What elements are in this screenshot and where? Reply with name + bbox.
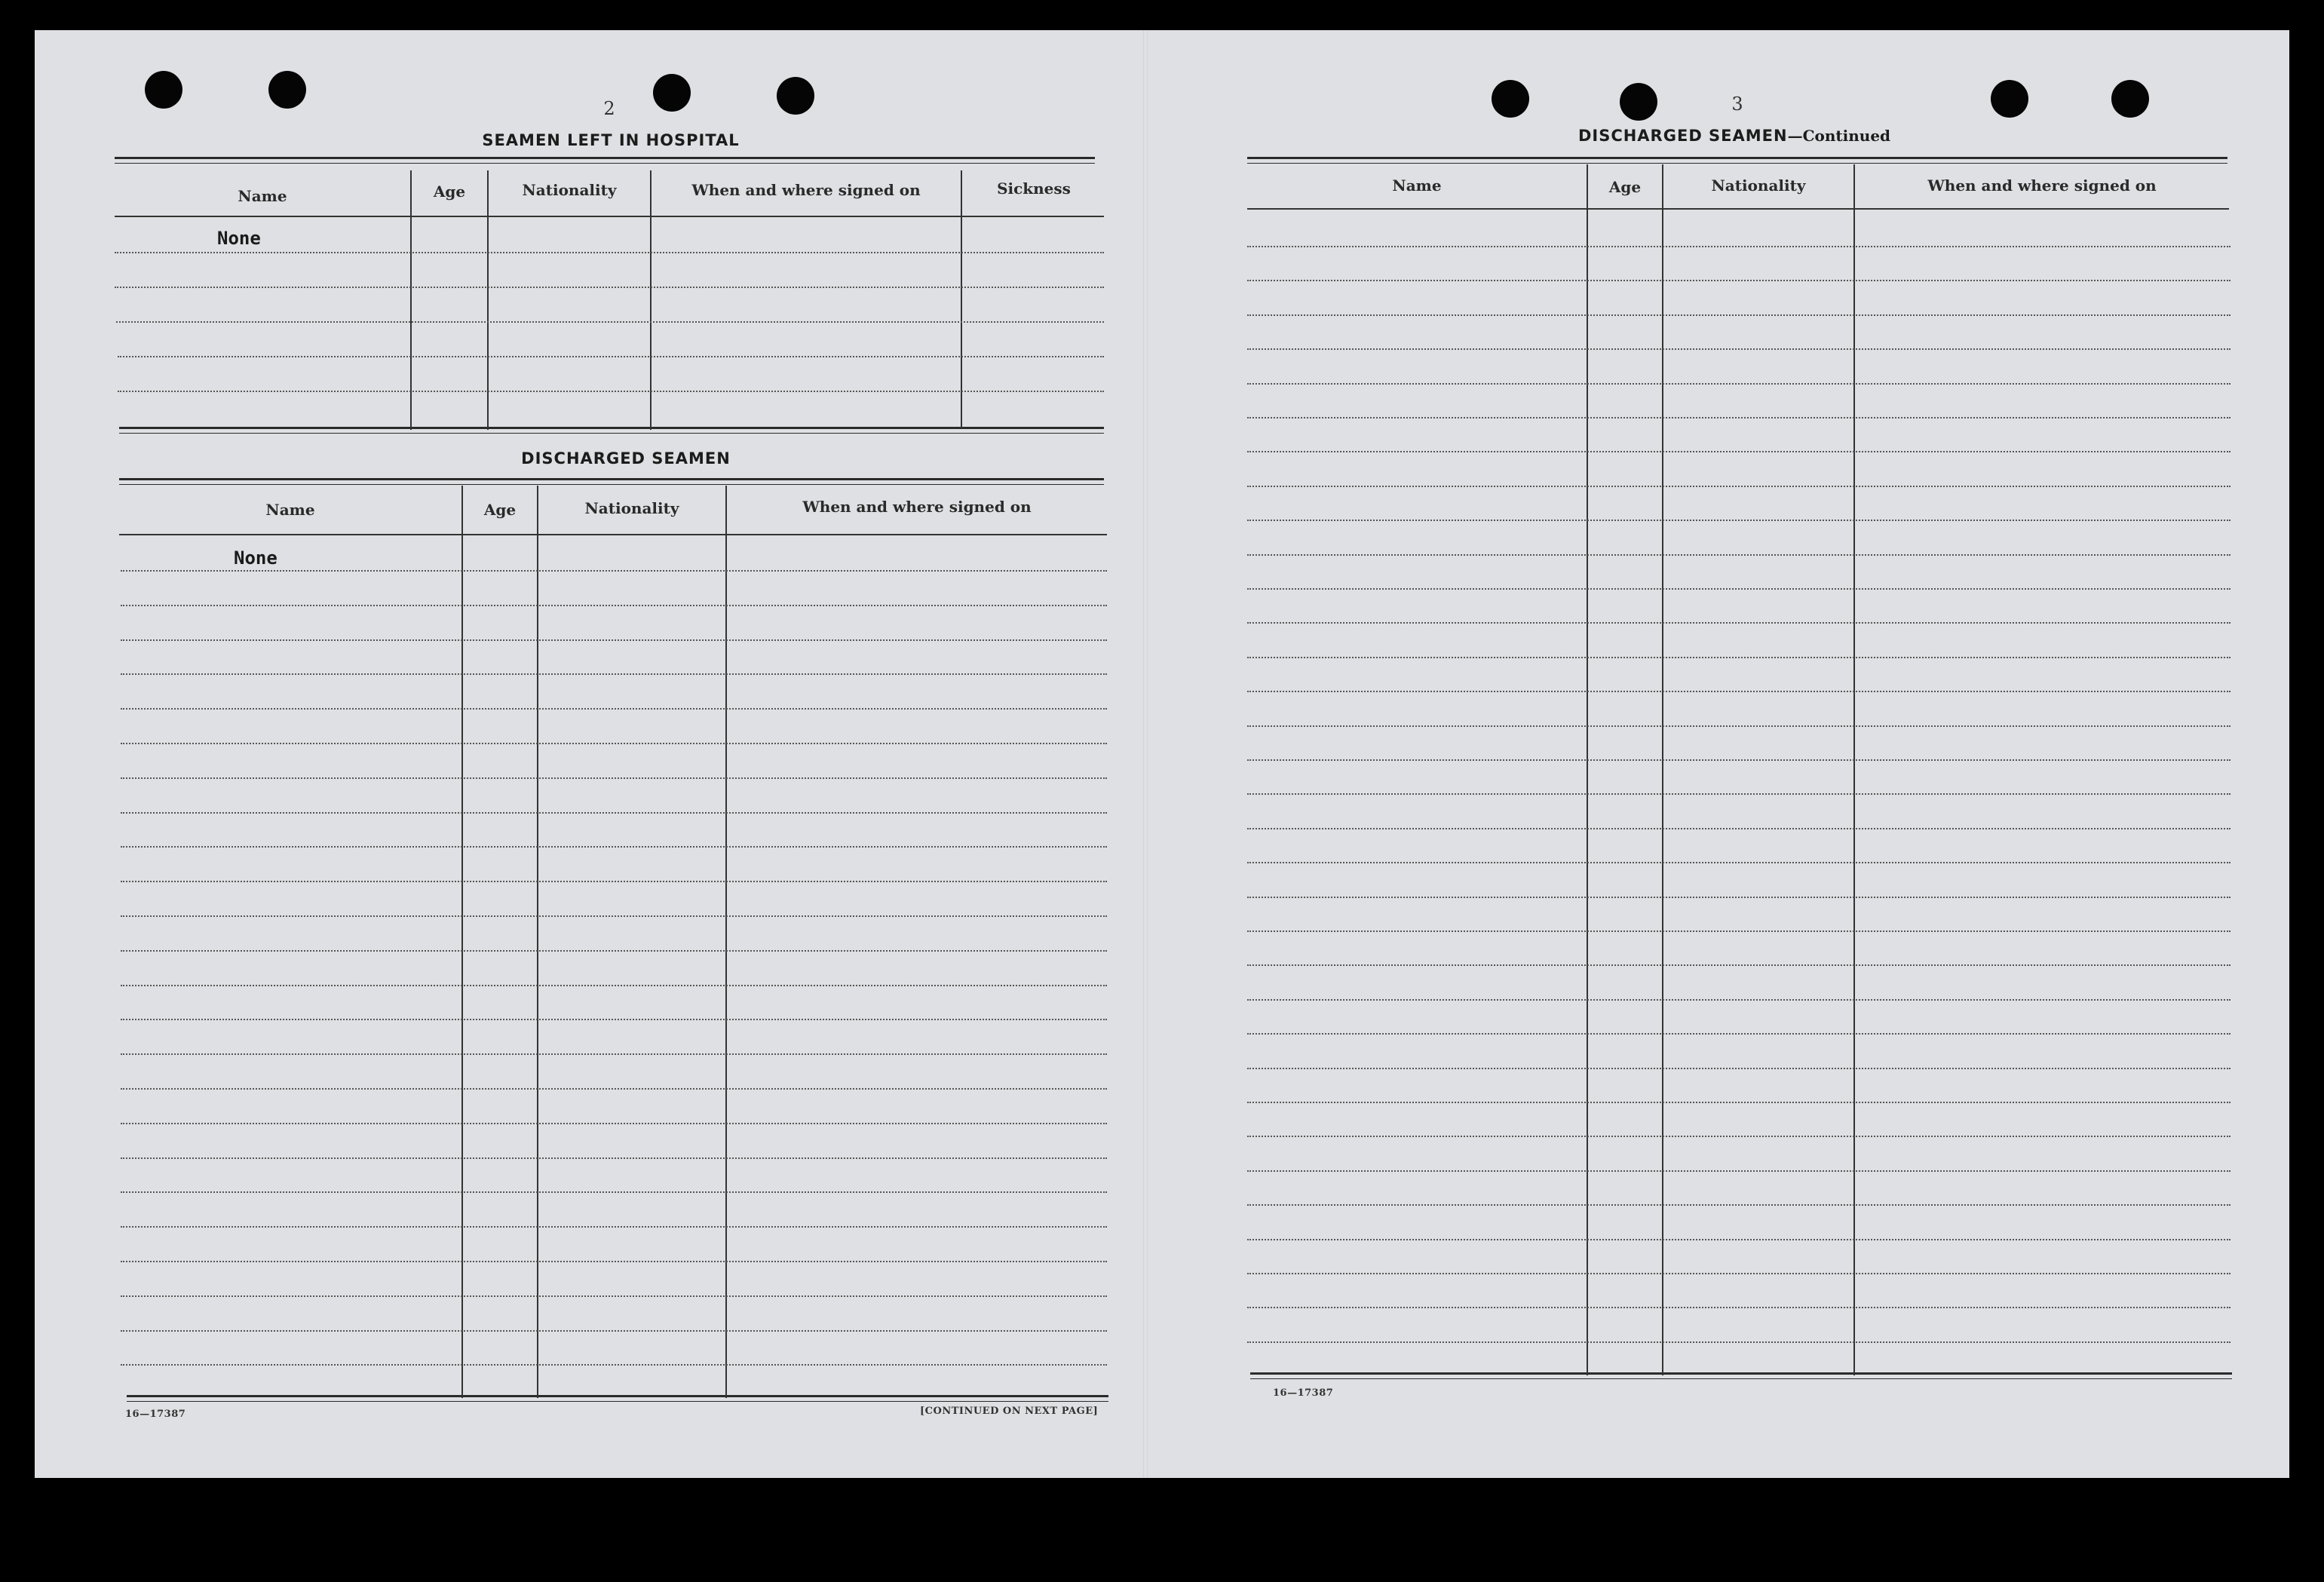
table-row-line xyxy=(121,985,1107,986)
table-row-line xyxy=(1247,314,2230,316)
discharged-entry-name: None xyxy=(234,547,277,569)
punch-hole xyxy=(1620,83,1657,121)
punch-hole xyxy=(1991,80,2028,118)
page-fold xyxy=(1143,30,1148,1478)
right-col-age: Age xyxy=(1608,178,1642,196)
table-row-line xyxy=(1247,1307,2230,1308)
discharged-table-top-rule xyxy=(119,478,1104,485)
table-row-line xyxy=(121,915,1107,917)
table-row-line xyxy=(121,1019,1107,1020)
hospital-section-title: SEAMEN LEFT IN HOSPITAL xyxy=(482,131,740,149)
punch-hole xyxy=(653,74,691,112)
right-col-divider xyxy=(1587,164,1588,1375)
table-row-line xyxy=(121,639,1107,641)
discharged-col-name: Name xyxy=(265,501,315,519)
table-row-line xyxy=(121,570,1107,572)
table-row-line xyxy=(121,1261,1107,1262)
right-col-name: Name xyxy=(1392,176,1442,195)
right-col-divider xyxy=(1662,164,1663,1375)
table-row-line xyxy=(121,846,1107,848)
discharged-continued-title-main: DISCHARGED SEAMEN xyxy=(1577,127,1788,145)
hospital-row-line xyxy=(115,252,1104,253)
discharged-col-age: Age xyxy=(483,501,517,519)
table-row-line xyxy=(1247,348,2230,350)
table-row-line xyxy=(1247,588,2230,590)
table-row-line xyxy=(1247,691,2230,692)
table-row-line xyxy=(121,1157,1107,1159)
hospital-header-rule xyxy=(115,216,1104,217)
hospital-col-sickness: Sickness xyxy=(997,179,1071,198)
table-row-line xyxy=(1247,725,2230,727)
table-row-line xyxy=(121,1364,1107,1366)
table-row-line xyxy=(1247,1341,2230,1343)
discharged-table-bottom-rule xyxy=(127,1395,1108,1402)
right-table-bottom-rule xyxy=(1250,1372,2232,1379)
hospital-table-top-rule xyxy=(115,157,1095,164)
table-row-line xyxy=(1247,1273,2230,1274)
table-row-line xyxy=(1247,451,2230,452)
punch-hole xyxy=(145,71,182,109)
discharged-section-title: DISCHARGED SEAMEN xyxy=(521,449,731,468)
right-col-divider xyxy=(1853,164,1855,1375)
table-row-line xyxy=(1247,897,2230,898)
table-row-line xyxy=(121,1295,1107,1297)
form-number-right: 16—17387 xyxy=(1273,1387,1334,1399)
table-row-line xyxy=(1247,1102,2230,1103)
table-row-line xyxy=(121,812,1107,814)
table-row-line xyxy=(1247,417,2230,418)
right-col-nationality: Nationality xyxy=(1711,176,1806,195)
table-row-line xyxy=(1247,657,2230,658)
punch-hole xyxy=(2111,80,2149,118)
hospital-row-line xyxy=(118,391,1104,392)
right-col-signed-on: When and where signed on xyxy=(1927,176,2157,195)
table-row-line xyxy=(1247,520,2230,521)
table-row-line xyxy=(1247,964,2230,966)
hospital-col-name: Name xyxy=(238,187,287,205)
table-row-line xyxy=(1247,383,2230,385)
form-number-left: 16—17387 xyxy=(125,1409,186,1420)
table-row-line xyxy=(1247,554,2230,556)
table-row-line xyxy=(1247,1170,2230,1172)
table-row-line xyxy=(121,881,1107,882)
table-row-line xyxy=(1247,1136,2230,1137)
discharged-header-rule xyxy=(119,534,1107,535)
hospital-row-line xyxy=(116,321,1104,323)
table-row-line xyxy=(121,1123,1107,1124)
hospital-entry-name: None xyxy=(217,228,261,249)
table-row-line xyxy=(121,777,1107,779)
discharged-continued-suffix: —Continued xyxy=(1787,127,1891,145)
table-row-line xyxy=(121,1053,1107,1055)
table-row-line xyxy=(1247,1239,2230,1240)
page-number-left: 2 xyxy=(603,98,615,119)
table-row-line xyxy=(1247,622,2230,624)
right-table-top-rule xyxy=(1247,157,2227,164)
table-row-line xyxy=(1247,999,2230,1001)
table-row-line xyxy=(1247,1033,2230,1035)
table-row-line xyxy=(1247,246,2230,247)
hospital-col-signed-on: When and where signed on xyxy=(691,181,921,199)
table-row-line xyxy=(1247,828,2230,829)
table-row-line xyxy=(1247,930,2230,932)
punch-hole xyxy=(1492,80,1529,118)
table-row-line xyxy=(1247,1068,2230,1069)
table-row-line xyxy=(1247,280,2230,281)
discharged-col-signed-on: When and where signed on xyxy=(802,498,1032,516)
punch-hole xyxy=(777,77,814,115)
table-row-line xyxy=(121,1191,1107,1193)
table-row-line xyxy=(1247,862,2230,863)
table-row-line xyxy=(121,708,1107,710)
punch-hole xyxy=(268,71,306,109)
table-row-line xyxy=(1247,759,2230,761)
table-row-line xyxy=(121,673,1107,675)
table-row-line xyxy=(121,1226,1107,1228)
table-row-line xyxy=(121,1330,1107,1332)
table-row-line xyxy=(121,950,1107,952)
table-row-line xyxy=(121,743,1107,744)
table-row-line xyxy=(1247,486,2230,487)
table-row-line xyxy=(1247,1204,2230,1206)
continued-note: [CONTINUED ON NEXT PAGE] xyxy=(920,1406,1099,1417)
discharged-col-nationality: Nationality xyxy=(584,499,679,517)
hospital-col-nationality: Nationality xyxy=(522,181,617,199)
table-row-line xyxy=(121,1088,1107,1090)
hospital-row-line xyxy=(118,356,1104,357)
hospital-col-age: Age xyxy=(433,182,466,201)
table-row-line xyxy=(121,605,1107,606)
discharged-continued-title xyxy=(1531,127,1938,145)
hospital-col-divider xyxy=(961,170,962,428)
hospital-table-bottom-rule xyxy=(119,427,1104,434)
table-row-line xyxy=(1247,793,2230,795)
right-header-rule xyxy=(1247,208,2229,210)
page-number-right: 3 xyxy=(1731,94,1743,115)
hospital-row-line xyxy=(115,287,1104,288)
